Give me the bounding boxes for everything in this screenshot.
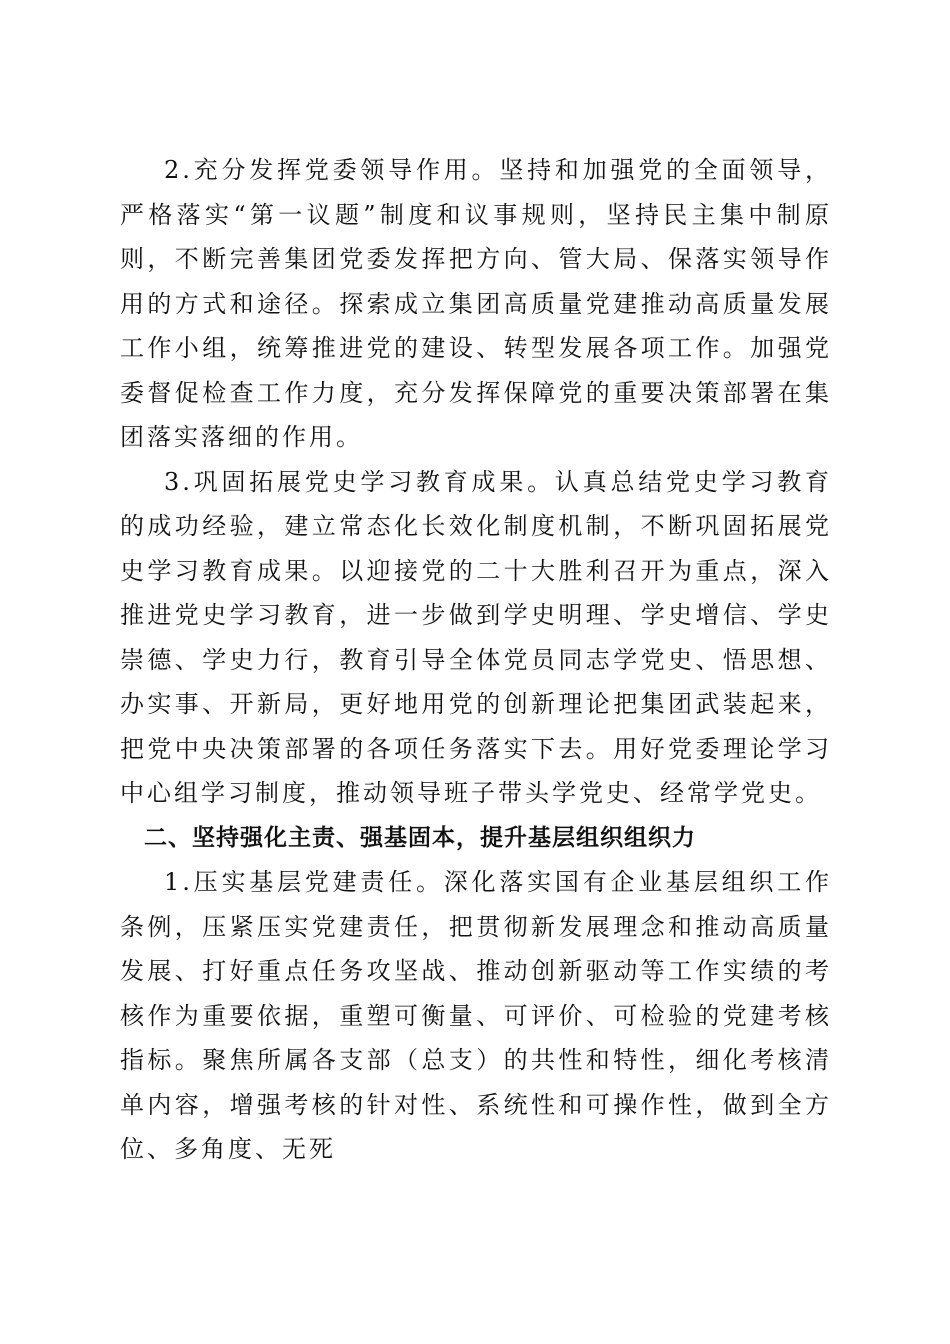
document-body: [120, 148, 832, 1172]
paragraph-grassroots-responsibility: 1.压实基层党建责任。深化落实国有企业基层组织工作条例，压紧压实党建责任，把贯彻新发展理念和推动高质量发展、打好重点任务攻坚战、推动创新驱动等工作实绩的考核作为重要依据，重塑可衡量、可评价、可检验的党建考核指标。聚焦所属各支部（总支）的共性和特性，细化考核清单内容，增强考核的针对性、系统性和可操作性，做到全方位、多角度、无死: [120, 868, 832, 1163]
paragraph-party-committee-leadership: 2.充分发挥党委领导作用。坚持和加强党的全面领导，严格落实“第一议题”制度和议事规则，坚持民主集中制原则，不断完善集团党委发挥把方向、管大局、保落实领导作用的方式和途径。探索成立集团高质量党建推动高质量发展工作小组，统筹推进党的建设、转型发展各项工作。加强党委督促检查工作力度，充分发挥保障党的重要决策部署在集团落实落细的作用。: [120, 156, 832, 451]
section-heading: 二、坚持强化主责、强基固本，提升基层组织组织力: [144, 824, 696, 851]
paragraph-party-history-education: 3.巩固拓展党史学习教育成果。认真总结党史学习教育的成功经验，建立常态化长效化制度机制，不断巩固拓展党史学习教育成果。以迎接党的二十大胜利召开为重点，深入推进党史学习教育，进一步做到学史明理、学史增信、学史崇德、学史力行，教育引导全体党员同志学党史、悟思想、办实事、开新局，更好地用党的创新理论把集团武装起来，把党中央决策部署的各项任务落实下去。用好党委理论学习中心组学习制度，推动领导班子带头学党史、经常学党史。: [120, 467, 832, 807]
